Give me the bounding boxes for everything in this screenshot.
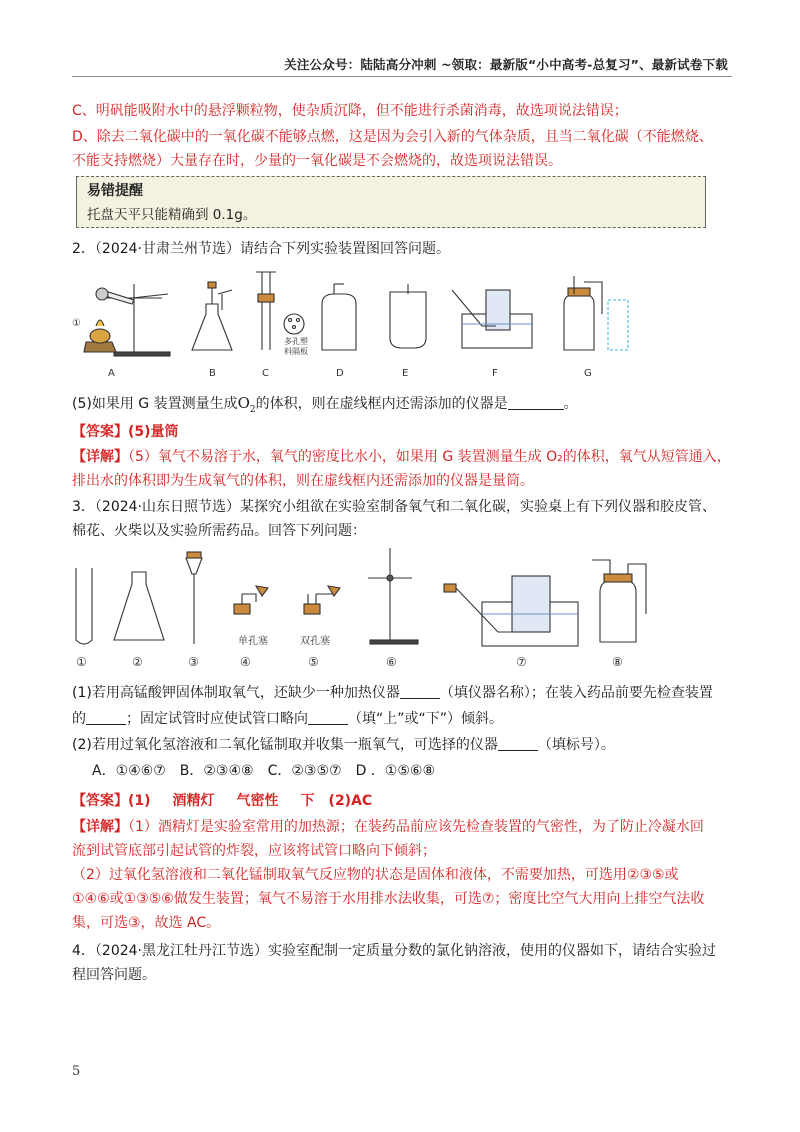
- q3-answer: [72, 790, 732, 812]
- fig-label-a: A: [108, 368, 115, 379]
- q3-detail-line1: [72, 816, 732, 838]
- q2-detail-text1: （5）氧气不易溶于水，氧气的密度比水小，如果用 G 装置测量生成 O₂的体积，氧气从短管通入，: [128, 449, 731, 465]
- q2-answer-text: (5)量筒: [128, 424, 179, 440]
- fig-label-1: ①: [76, 655, 87, 669]
- fig-circle-label: ①: [72, 318, 81, 329]
- instrument-3-long-funnel: [186, 552, 202, 644]
- error-tip-text: 托盘天平只能精确到 0.1g。: [87, 207, 257, 223]
- q3-detail-text1: （1）酒精灯是实验室常用的加热源；在装药品前应该先检查装置的气密性，为了防止冷凝水回: [128, 819, 704, 835]
- q3-part1-line1: [72, 682, 732, 704]
- q3-part1-b: （填仪器名称）；在装入药品前要先检查装置: [439, 685, 713, 701]
- error-tip-title: 易错提醒: [87, 183, 143, 199]
- q3-detail-line4: ①④⑥或①③⑤⑥做发生装置；氧气不易溶于水用排水法收集，可选⑦；密度比空气大用向上排空气法收: [72, 891, 705, 907]
- apparatus-d: [322, 284, 356, 350]
- q3-blank-3: [308, 710, 348, 725]
- q3-blank-1: [400, 684, 440, 699]
- fig-note-porous-1: 多孔塑: [284, 337, 308, 346]
- apparatus-e: [390, 284, 426, 348]
- fig-note-porous-2: 料隔板: [284, 347, 308, 356]
- g-dashed-box: [608, 300, 628, 350]
- fig-label-4: ④: [240, 655, 251, 669]
- q2-question: [72, 392, 732, 421]
- fig-note-single-stopper: 单孔塞: [238, 636, 268, 647]
- q3-detail-tag: 【详解】: [72, 819, 128, 835]
- q2-stem: 2．（2024·甘肃兰州节选）请结合下列实验装置图回答问题。: [72, 241, 450, 257]
- q3-answer-item-2: 气密性: [236, 793, 279, 809]
- q3-blank-4: [498, 736, 538, 751]
- q3-part1-line2: [72, 708, 732, 730]
- error-tip-box: [76, 176, 706, 228]
- q3-part1-e: （填“上”或“下”）倾斜。: [348, 711, 504, 727]
- prev-option-d-line1: D、除去二氧化碳中的一氧化碳不能够点燃，这是因为会引入新的气体杂质，且当二氧化碳（不能燃烧、: [72, 129, 713, 145]
- fig-label-f: F: [492, 368, 498, 379]
- q3-stem-line2: 棉花、火柴以及实验所需药品。回答下列问题：: [72, 523, 366, 539]
- q3-detail-line5: 集，可选③，故选 AC。: [72, 915, 221, 931]
- page-header: 关注公众号：陆陆高分冲刺 ~领取：最新版“小中高考-总复习”、最新试卷下载: [284, 57, 728, 72]
- fig-label-8: ⑧: [612, 655, 623, 669]
- fig-note-double-stopper: 双孔塞: [300, 636, 330, 647]
- q2-question-b: 的体积，则在虚线框内还需添加的仪器是: [255, 396, 508, 412]
- q3-part2: [72, 734, 732, 756]
- instrument-5-double-hole-stopper: [304, 586, 340, 614]
- instrument-7-water-trough: [444, 576, 578, 646]
- q2-answer-blank: [508, 395, 564, 410]
- q2-question-a: (5)如果用 G 装置测量生成: [72, 396, 238, 412]
- apparatus-a: [84, 284, 170, 356]
- q3-option-c: C．②③⑤⑦: [267, 763, 342, 779]
- fig-label-e: E: [402, 368, 409, 379]
- q3-detail-line2: 流到试管底部引起试管的炸裂，应该将试管口略向下倾斜；: [72, 843, 436, 859]
- q3-stem-line1: 3．（2024·山东日照节选）某探究小组欲在实验室制备氧气和二氧化碳，实验桌上有下列仪器和胶皮管、: [72, 499, 716, 515]
- q2-answer: [72, 421, 732, 443]
- q3-part1-d: ；固定试管时应使试管口略向: [126, 711, 308, 727]
- q3-options: [92, 760, 752, 782]
- q2-formula: $O_2$: [237, 394, 256, 415]
- page-number: 5: [72, 1064, 81, 1079]
- q3-detail-line3: （2）过氧化氢溶液和二氧化锰制取氧气反应物的状态是固体和液体，不需要加热，可选用②③⑤或: [72, 867, 679, 883]
- q2-answer-tag: 【答案】: [72, 424, 128, 440]
- instrument-2-conical-flask: [114, 572, 164, 640]
- q3-answer-tag: 【答案】: [72, 793, 128, 809]
- fig-label-2: ②: [132, 655, 143, 669]
- q3-option-a: A．①④⑥⑦: [92, 763, 166, 779]
- instrument-1-test-tube: [76, 568, 92, 644]
- q3-blank-2: [86, 710, 126, 725]
- q3-part2-a: (2)若用过氧化氢溶液和二氧化锰制取并收集一瓶氧气，可选择的仪器: [72, 737, 498, 753]
- q2-detail-line2: 排出水的体积即为生成氧气的体积，则在虚线框内还需添加的仪器是量筒。: [72, 473, 534, 489]
- apparatus-f: [452, 290, 532, 348]
- fig-label-b: B: [209, 368, 216, 379]
- q3-answer-part2: (2)AC: [328, 793, 373, 809]
- q3-part2-b: （填标号）。: [537, 737, 615, 753]
- instrument-8-gas-bottle: [592, 560, 646, 642]
- q3-answer-item-1: 酒精灯: [172, 793, 215, 809]
- q3-part1-a: (1)若用高锰酸钾固体制取氧气，还缺少一种加热仪器: [72, 685, 400, 701]
- q2-detail-line1: [72, 446, 732, 468]
- q4-stem-line1: 4．（2024·黑龙江牡丹江节选）实验室配制一定质量分数的氯化钠溶液，使用的仪器如下，请结合实验过: [72, 943, 716, 959]
- fig-label-3: ③: [188, 655, 199, 669]
- q2-question-end: 。: [563, 396, 578, 412]
- q3-answer-item-3: 下: [300, 793, 315, 809]
- q3-answer-part1: (1): [128, 793, 151, 809]
- q3-apparatus-figure: [72, 544, 652, 674]
- prev-option-c: C、明矾能吸附水中的悬浮颗粒物，使杂质沉降，但不能进行杀菌消毒，故选项说法错误；: [72, 103, 628, 119]
- q3-part1-c: 的: [72, 711, 86, 727]
- q2-apparatus-figure: [72, 264, 632, 384]
- fig-label-7: ⑦: [516, 655, 527, 669]
- q4-stem-line2: 程回答问题。: [72, 967, 156, 983]
- fig-label-c: C: [262, 368, 269, 379]
- q3-option-b: B．②③④⑧: [179, 763, 254, 779]
- fig-label-6: ⑥: [386, 655, 397, 669]
- q2-detail-tag: 【详解】: [72, 449, 128, 465]
- header-rule: [72, 76, 732, 77]
- fig-label-g: G: [584, 368, 592, 379]
- fig-label-d: D: [336, 368, 344, 379]
- q3-option-d: D ．①⑤⑥⑧: [355, 763, 436, 779]
- fig-label-5: ⑤: [308, 655, 319, 669]
- apparatus-g: [564, 276, 628, 350]
- instrument-4-single-hole-stopper: [234, 586, 268, 614]
- instrument-6-iron-stand: [368, 548, 418, 644]
- prev-option-d-line2: 不能支持燃烧）大量存在时，少量的一氧化碳是不会燃烧的，故选项说法错误。: [72, 153, 562, 169]
- apparatus-b: [192, 282, 232, 350]
